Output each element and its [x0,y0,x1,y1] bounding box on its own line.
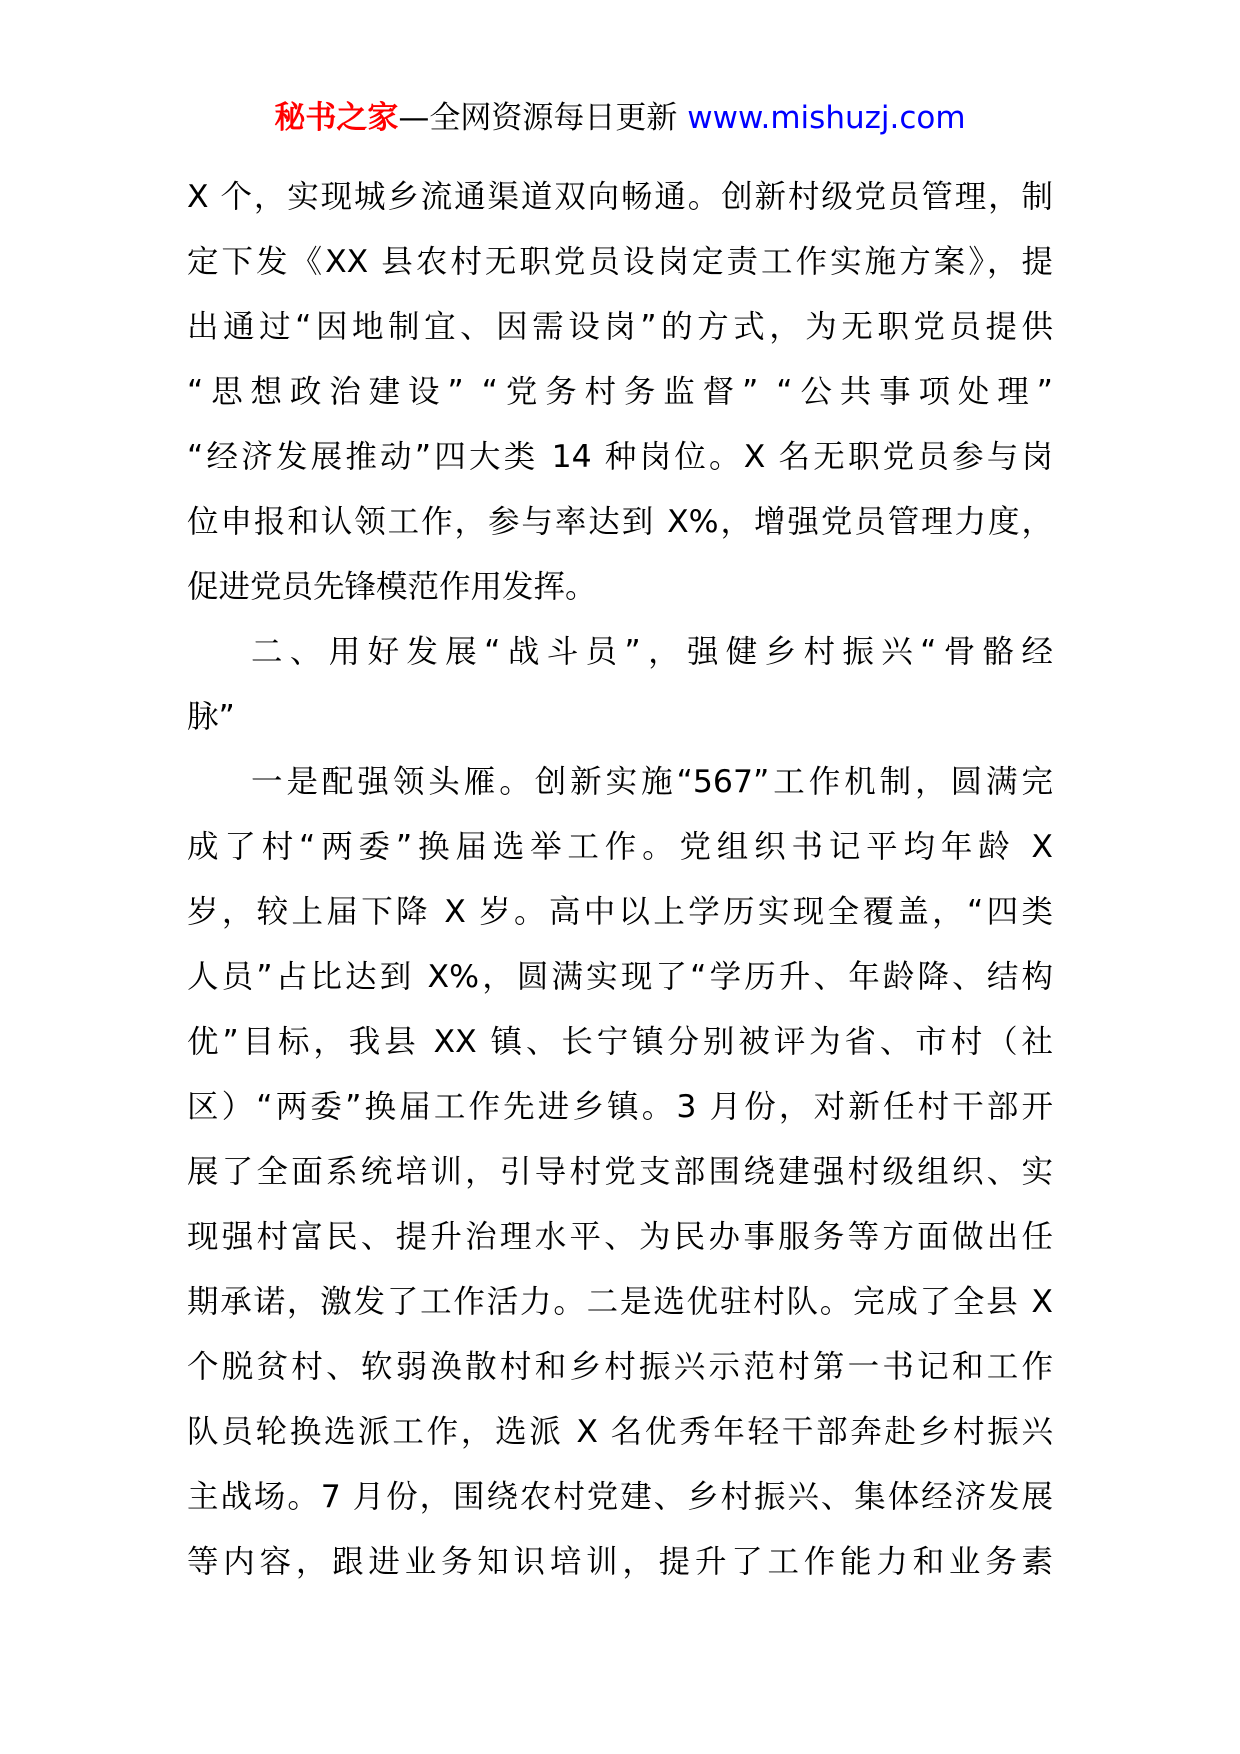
text-line: 区）“两委”换届工作先进乡镇。3 月份，对新任村干部开 [187,1089,1053,1125]
site-tagline: —全网资源每日更新 [398,100,688,136]
text-line: 促进党员先锋模范作用发挥。 [187,569,597,605]
text-line: 等内容，跟进业务知识培训，提升了工作能力和业务素 [187,1544,1053,1580]
text-line: 主战场。7 月份，围绕农村党建、乡村振兴、集体经济发展 [187,1479,1053,1515]
text-line: 期承诺，激发了工作活力。二是选优驻村队。完成了全县 X [187,1284,1053,1320]
text-line: 现强村富民、提升治理水平、为民办事服务等方面做出任 [187,1219,1053,1255]
text-line: 个脱贫村、软弱涣散村和乡村振兴示范村第一书记和工作 [187,1349,1053,1385]
text-line: 出通过“因地制宜、因需设岗”的方式，为无职党员提供 [187,309,1053,345]
text-line: 优”目标，我县 XX 镇、长宁镇分别被评为省、市村（社 [187,1024,1053,1060]
site-url-link[interactable]: www.mishuzj.com [687,100,966,136]
document-body [187,165,1053,1595]
site-brand: 秘书之家 [274,100,399,136]
text-line: 岁，较上届下降 X 岁。高中以上学历实现全覆盖，“四类 [187,894,1053,930]
site-header [0,98,1240,138]
text-line: 位申报和认领工作，参与率达到 X%，增强党员管理力度， [187,504,1053,540]
text-line: 队员轮换选派工作，选派 X 名优秀年轻干部奔赴乡村振兴 [187,1414,1053,1450]
section-heading: 二、用好发展“战斗员”，强健乡村振兴“骨骼经 [251,634,1053,670]
text-line: 定下发《XX 县农村无职党员设岗定责工作实施方案》，提 [187,244,1053,280]
paragraph-start: 一是配强领头雁。创新实施“567”工作机制，圆满完 [251,764,1053,800]
text-line: X 个，实现城乡流通渠道双向畅通。创新村级党员管理，制 [187,179,1053,215]
section-heading-end: 脉” [187,699,235,735]
text-line: “思想政治建设” “党务村务监督” “公共事项处理” [187,374,1053,410]
text-line: “经济发展推动”四大类 14 种岗位。X 名无职党员参与岗 [187,439,1053,475]
text-line: 成了村“两委”换届选举工作。党组织书记平均年龄 X [187,829,1053,865]
text-line: 展了全面系统培训，引导村党支部围绕建强村级组织、实 [187,1154,1053,1190]
text-line: 人员”占比达到 X%，圆满实现了“学历升、年龄降、结构 [187,959,1053,995]
